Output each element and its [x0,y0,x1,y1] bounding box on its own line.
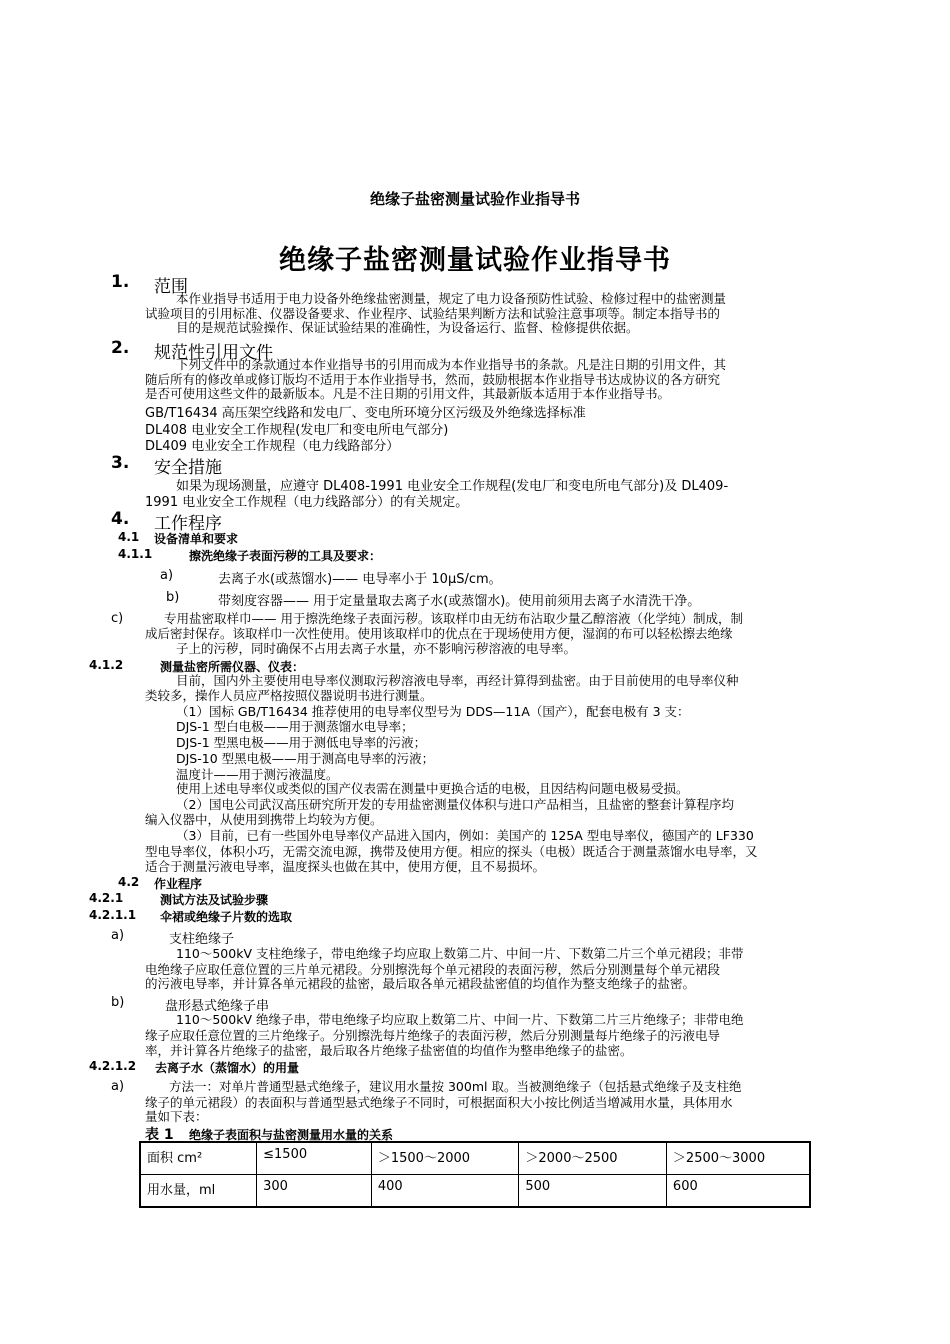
paragraph-line: 下列文件中的条款通过本作业指导书的引用而成为本作业指导书的条款。凡是注日期的引用文件，其 [176,357,727,372]
list-item-title: 支柱绝缘子 [169,932,235,947]
section-4-title: 工作程序 [154,514,222,534]
running-header: 绝缘子盐密测量试验作业指导书 [369,190,580,208]
paragraph-line: 率，并计算各片绝缘子的盐密，最后取各片绝缘子盐密值的均值作为整串绝缘子的盐密。 [145,1043,633,1058]
paragraph-line: 随后所有的修改单或修订版均不适用于本作业指导书，然而，鼓励根据本作业指导书达成协议的各方研究 [145,372,721,387]
paragraph-line: （2）国电公司武汉高压研究所开发的专用盐密测量仪体积与进口产品相当，且盐密的整套计算程序均 [176,797,734,812]
reference-item: GB/T16434 高压架空线路和发电厂、变电所环境分区污级及外绝缘选择标准 [145,406,586,421]
table-cell: ＞1500～2000 [371,1142,519,1175]
table-row [140,1142,810,1175]
paragraph-line: 是否可使用这些文件的最新版本。凡是不注日期的引用文件，其最新版本适用于本作业指导书。 [145,386,671,401]
subsection-number: 4.2 [118,875,140,889]
table-cell: 600 [666,1175,810,1208]
paragraph-line: DJS-1 型黑电极——用于测低电导率的污液； [176,735,427,750]
paragraph-line: 的污液电导率，并计算各单元裙段的盐密，最后取各单元裙段盐密值的均值作为整支绝缘子的盐密。 [145,976,696,991]
paragraph-line: 110～500kV 绝缘子串，带电绝缘子均应取上数第二片、中间一片、下数第二片三片绝缘子；非带电绝 [176,1012,744,1027]
section-3-number: 3. [111,453,130,473]
subsection-title: 设备清单和要求 [154,532,239,546]
document-title: 绝缘子盐密测量试验作业指导书 [279,245,671,276]
paragraph-line: 缘子应取任意位置的三片绝缘子。分别擦洗每片绝缘子的表面污秽，然后分别测量每片绝缘子的污液电导 [145,1028,721,1043]
paragraph-line: DJS-10 型黑电极——用于测高电导率的污液； [176,751,435,766]
paragraph-line: 1991 电业安全工作规程（电力线路部分）的有关规定。 [145,495,469,510]
list-label: b) [166,590,180,605]
paragraph-line: 温度计——用于测污液温度。 [176,767,339,782]
reference-item: DL409 电业安全工作规程（电力线路部分） [145,439,400,454]
subsection-number: 4.2.1 [89,891,124,905]
table-cell: 300 [257,1175,372,1208]
paragraph-line: 本作业指导书适用于电力设备外绝缘盐密测量，规定了电力设备预防性试验、检修过程中的盐密测量 [176,291,727,306]
list-item: 带刻度容器—— 用于定量量取去离子水(或蒸馏水)。使用前须用去离子水清洗干净。 [218,594,701,609]
list-item-line: 成后密封保存。该取样巾一次性使用。使用该取样巾的优点在于现场使用方便，湿润的布可以轻松擦去绝缘 [145,626,733,641]
list-label: a) [160,568,174,583]
subsection-number: 4.1.1 [118,547,153,561]
table-cell: ≤1500 [257,1142,372,1175]
section-2-number: 2. [111,338,130,358]
subsection-title: 伞裙或绝缘子片数的选取 [160,910,293,924]
paragraph-line: 型电导率仪，体积小巧，无需交流电源，携带及使用方便。相应的探头（电极）既适合于测量蒸馏水电导率，又 [145,844,758,859]
paragraph-line: 电绝缘子应取任意位置的三片单元裙段。分别擦洗每个单元裙段的表面污秽，然后分别测量每个单元裙段 [145,962,721,977]
subsection-title: 测量盐密所需仪器、仪表： [160,660,305,674]
section-4-number: 4. [111,509,130,529]
table-cell: 用水量，ml [140,1175,257,1208]
paragraph-line: 使用上述电导率仪或类似的国产仪表需在测量中更换合适的电极，且因结构问题电极易受损。 [176,781,689,796]
reference-item: DL408 电业安全工作规程(发电厂和变电所电气部分) [145,423,449,438]
paragraph-line: 目前，国内外主要使用电导率仪测取污秽溶液电导率，再经计算得到盐密。由于目前使用的电导率仪种 [176,673,739,688]
list-label: b) [111,995,125,1010]
paragraph-line: （3）目前，已有一些国外电导率仪产品进入国内，例如：美国产的 125A 型电导率仪，德国产的 LF330 [176,828,754,843]
paragraph-line: 编入仪器中，从使用到携带上均较为方便。 [145,812,383,827]
paragraph-line: 适合于测量污液电导率，温度探头也做在其中，使用方便，且不易损坏。 [145,859,546,874]
subsection-number: 4.2.1.2 [89,1059,137,1073]
table-cell: ＞2000～2500 [519,1142,667,1175]
table-caption: 绝缘子表面积与盐密测量用水量的关系 [189,1128,394,1142]
table-row [140,1175,810,1208]
paragraph-line: DJS-1 型白电极——用于测蒸馏水电导率； [176,719,414,734]
paragraph-line: 量如下表： [145,1109,208,1124]
section-1-title: 范围 [154,277,188,297]
subsection-title: 作业程序 [154,877,203,891]
paragraph-line: 类较多，操作人员应严格按照仪器说明书进行测量。 [145,688,433,703]
table-cell: ＞2500～3000 [666,1142,810,1175]
paragraph-line: 如果为现场测量，应遵守 DL408-1991 电业安全工作规程(发电厂和变电所电气部分)及 DL409- [176,479,729,494]
table-cell: 500 [519,1175,667,1208]
subsection-number: 4.2.1.1 [89,908,137,922]
water-volume-table [139,1141,811,1208]
table-cell: 400 [371,1175,519,1208]
section-3-title: 安全措施 [154,458,222,478]
paragraph-line: 缘子的单元裙段）的表面积与普通型悬式绝缘子不同时，可根据面积大小按比例适当增减用水量，具体用水 [145,1095,733,1110]
list-item-line: 专用盐密取样巾—— 用于擦洗绝缘子表面污秽。该取样巾由无纺布沾取少量乙醇溶液（化学纯）制成，制 [164,611,743,626]
subsection-number: 4.1.2 [89,658,124,672]
subsection-title: 去离子水（蒸馏水）的用量 [155,1061,300,1075]
table-caption-number: 表 1 [145,1127,174,1143]
list-item: 去离子水(或蒸馏水)—— 电导率小于 10μS/cm。 [218,572,502,587]
subsection-title: 测试方法及试验步骤 [160,893,269,907]
paragraph-line: （1）国标 GB/T16434 推荐使用的电导率仪型号为 DDS—11A（国产），配套电极有 3 支： [176,704,690,719]
subsection-title: 擦洗绝缘子表面污秽的工具及要求： [189,549,382,563]
list-label: c) [111,611,124,626]
list-item-title: 盘形悬式绝缘子串 [165,999,270,1014]
list-label: a) [111,1079,125,1094]
list-label: a) [111,928,125,943]
paragraph-line: 目的是规范试验操作、保证试验结果的准确性，为设备运行、监督、检修提供依据。 [176,320,639,335]
section-1-number: 1. [111,272,130,292]
paragraph-line: 试验项目的引用标准、仪器设备要求、作业程序、试验结果判断方法和试验注意事项等。制定本指导书的 [145,306,721,321]
subsection-number: 4.1 [118,530,140,544]
section-2-title: 规范性引用文件 [154,343,273,363]
list-item-line: 子上的污秽，同时确保不占用去离子水量，亦不影响污秽溶液的电导率。 [176,641,577,656]
paragraph-line: 110～500kV 支柱绝缘子，带电绝缘子均应取上数第二片、中间一片、下数第二片三个单元裙段；非带 [176,946,744,961]
paragraph-line: 方法一：对单片普通型悬式绝缘子，建议用水量按 300ml 取。当被测绝缘子（包括悬式绝缘子及支柱绝 [169,1079,742,1094]
table-cell: 面积 cm² [140,1142,257,1175]
